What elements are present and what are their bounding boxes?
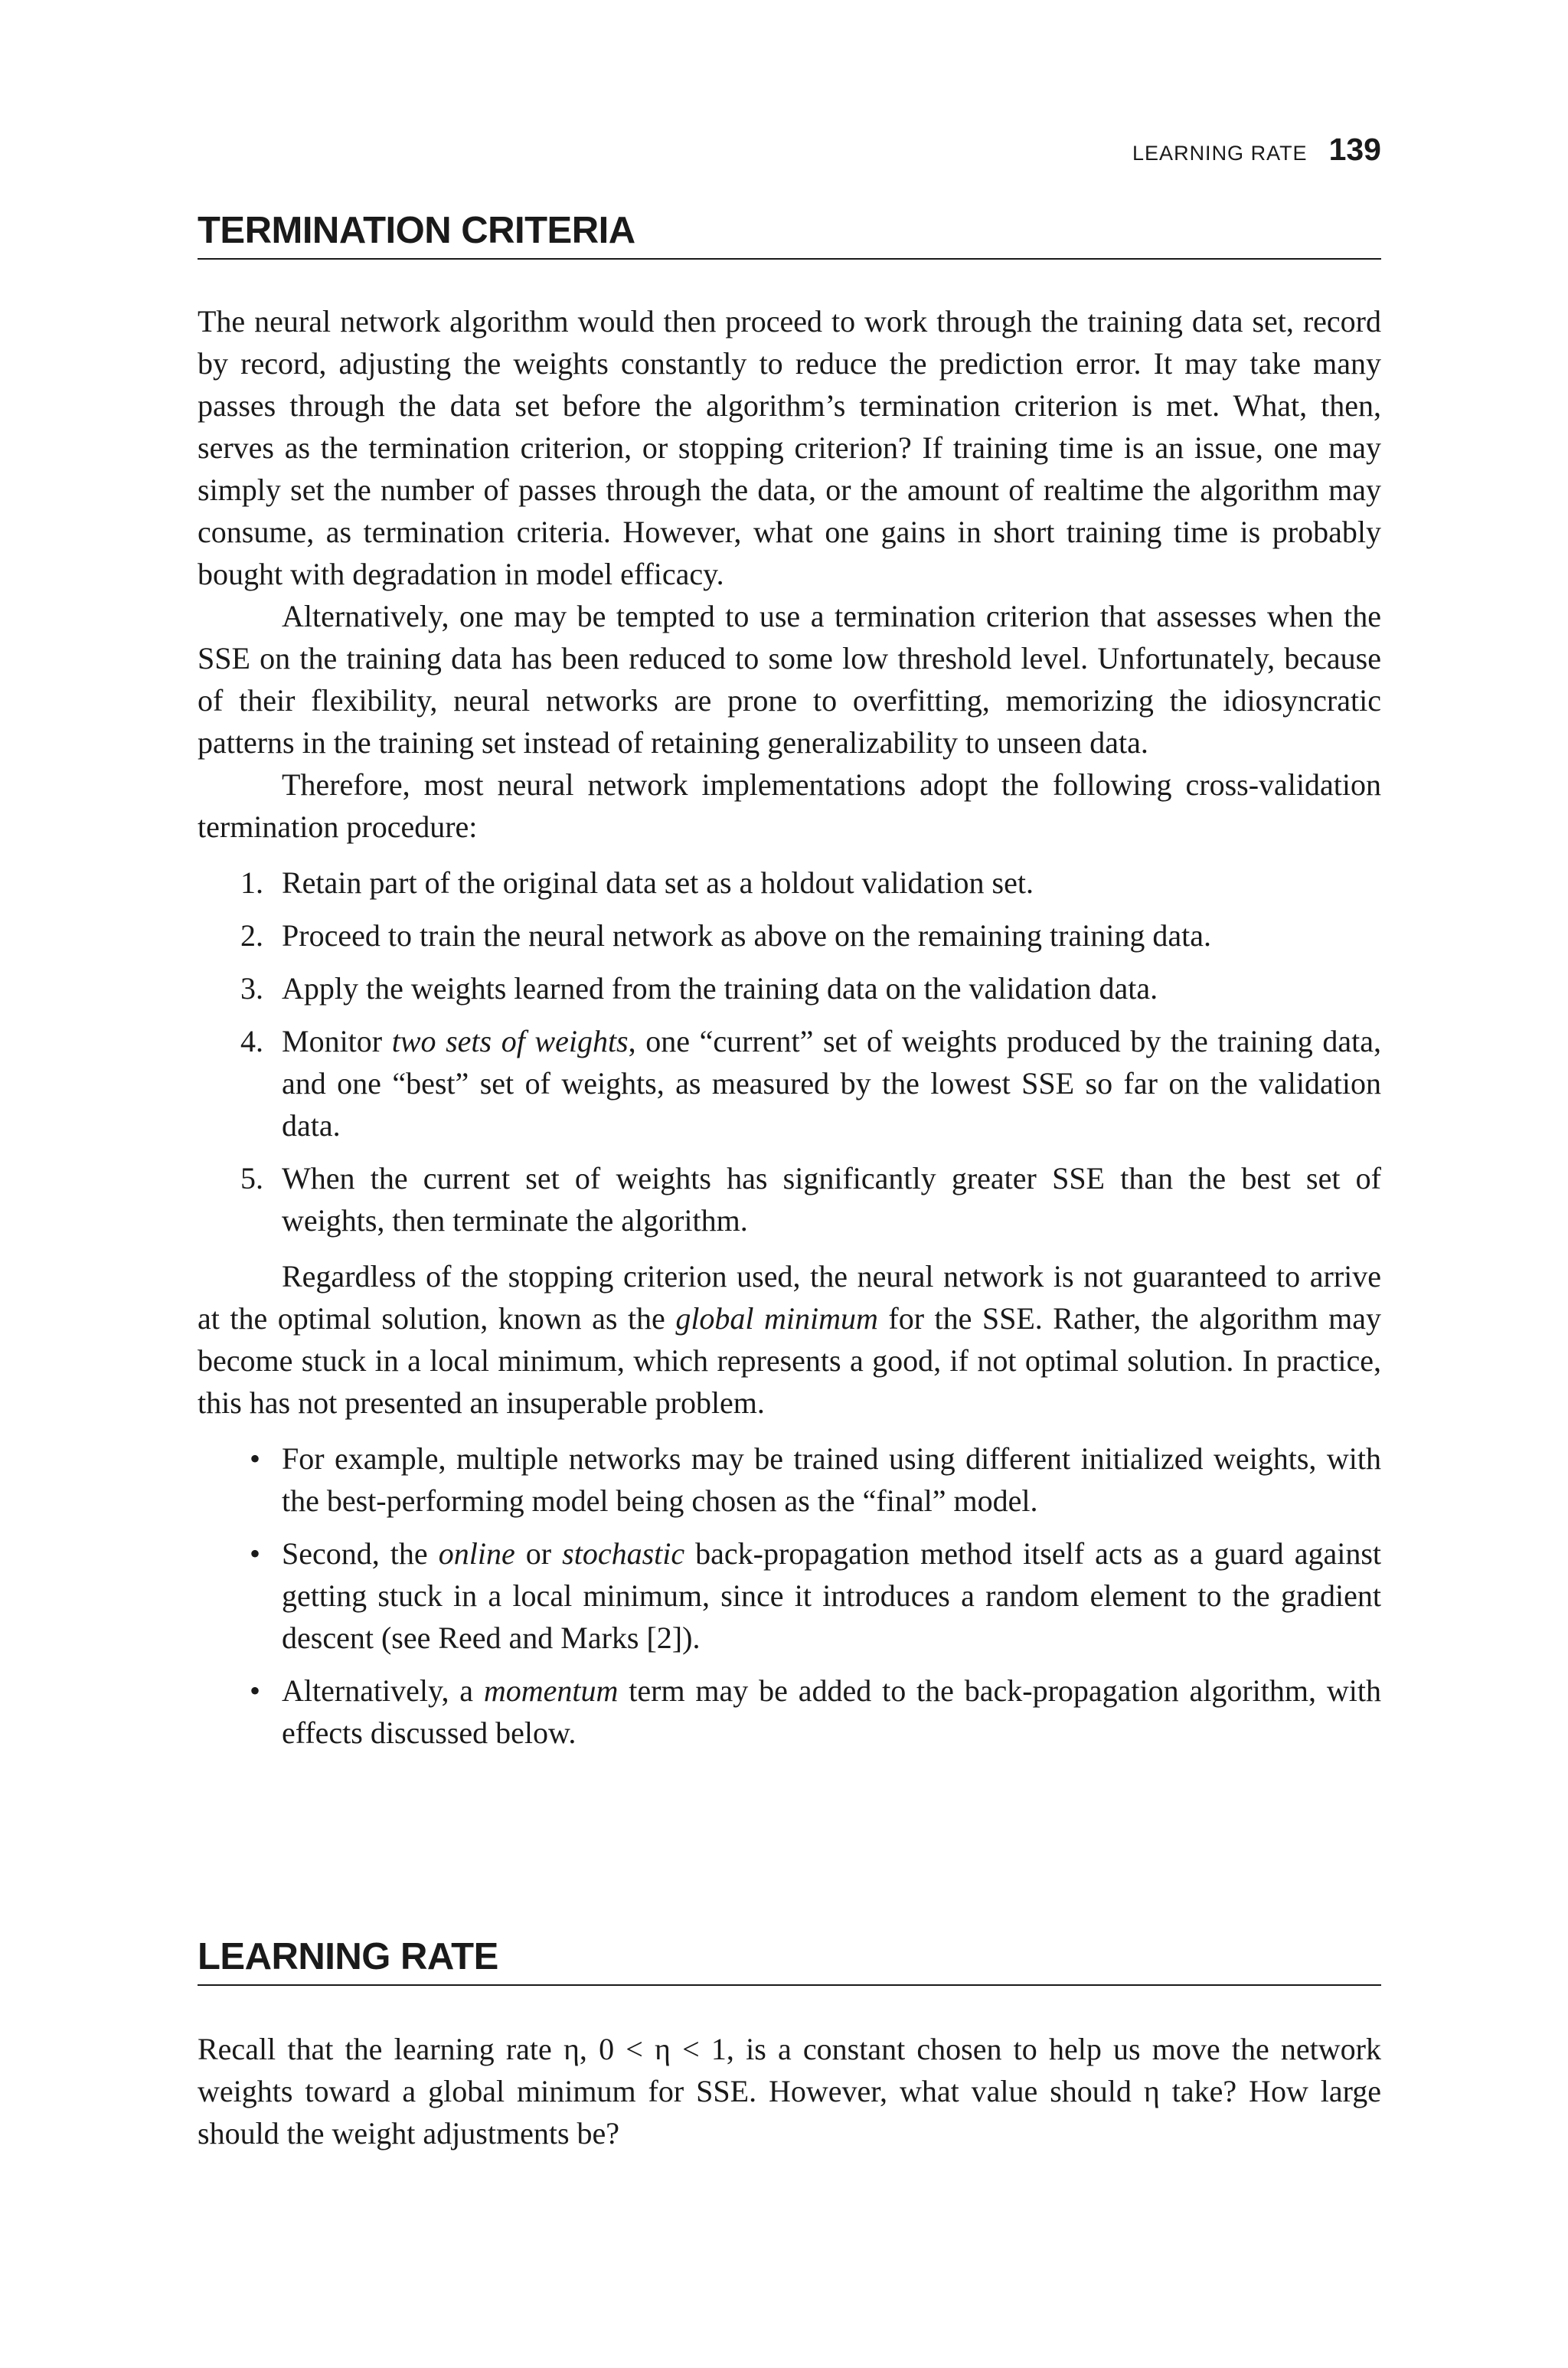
bullet-icon: • [250,1441,261,1476]
bullet-text-3: back-propagation method itself acts as a guard against getting stuck in a local minimum, since it introduces a random element to the gradient descent (see Reed and Marks [2]). [282,1536,1382,1655]
para-text-post: for the SSE. Rather, the algorithm may become stuck in a local minimum, which represents a good, if not optimal solution. In practice, this has not presented an insuperable problem. [198,1301,1382,1420]
para-text-pre: Regardless of the stopping criterion used, the neural network is not guaranteed to arrive at the optimal solution, known as the [198,1259,1381,1336]
bullet-emphasis-momentum: momentum [483,1673,619,1708]
cross-validation-steps [198,862,1381,1241]
bullet-text-pre: Alternatively, a [282,1673,484,1708]
section-heading-termination-criteria: TERMINATION CRITERIA [198,211,1381,260]
paragraph-overfitting: Alternatively, one may be tempted to use a termination criterion that assesses when the SSE on the training data has been reduced to some low threshold level. Unfortunately, because of their flexibility, neural networks are prone to overfitting, memorizing the idiosyncratic patterns in the training set instead of retaining generalizability to unseen data. [198,599,1381,760]
bullet-icon: • [250,1673,261,1708]
step-text-emphasis: two sets of weights [391,1024,629,1058]
list-item [198,1157,1381,1241]
list-item [198,1437,1381,1522]
running-title: LEARNING RATE [1132,142,1308,165]
termination-body [198,300,1381,1765]
bullet-emphasis-online: online [438,1536,515,1571]
page-number: 139 [1328,132,1381,167]
step-number: 2. [240,918,263,953]
paragraph-termination-intro: The neural network algorithm would then proceed to work through the training data set, record by record, adjusting the weights constantly to reduce the prediction error. It may take many passes through the data set before the algorithm’s termination criterion is met. What, then, serves as the termination criterion, or stopping criterion? If training time is an issue, one may simply set the number of passes through the data, or the amount of realtime the algorithm may consume, as termination criteria. However, what one gains in short training time is probably bought with degradation in model efficacy. [198,304,1381,591]
step-text: Retain part of the original data set as a holdout validation set. [282,865,1034,900]
list-item [198,914,1381,957]
section-heading-learning-rate: LEARNING RATE [198,1937,1381,1986]
step-number: 4. [240,1024,263,1058]
list-item [198,1670,1381,1754]
bullet-icon: • [250,1536,261,1571]
step-number: 3. [240,971,263,1006]
step-text-pre: Monitor [282,1024,392,1058]
list-item [198,1020,1381,1146]
bullet-emphasis-stochastic: stochastic [562,1536,685,1571]
running-head [1132,132,1381,168]
paragraph-global-minimum [198,1255,1381,1424]
paragraph-learning-rate: Recall that the learning rate η, 0 < η < 1, is a constant chosen to help us move the network weights toward a global minimum for SSE. However, what value should η take? How large should the weight adjustments be? [198,2032,1381,2150]
step-text: Proceed to train the neural network as above on the remaining training data. [282,918,1212,953]
step-number: 1. [240,865,263,900]
list-item [198,967,1381,1009]
list-item [198,862,1381,904]
bullet-text-1: Second, the [282,1536,439,1571]
list-item [198,1532,1381,1659]
step-number: 5. [240,1161,263,1195]
para-text-emphasis: global minimum [675,1301,878,1336]
bullet-text-2: or [514,1536,563,1571]
paragraph-cross-validation-intro: Therefore, most neural network implementations adopt the following cross-validation termination procedure: [198,767,1381,844]
local-minimum-remedies [198,1437,1381,1754]
learning-rate-body [198,2028,1381,2154]
bullet-text: For example, multiple networks may be trained using different initialized weights, with the best-performing model being chosen as the “final” model. [282,1441,1381,1518]
step-text: Apply the weights learned from the training data on the validation data. [282,971,1158,1006]
bullet-text-post: term may be added to the back-propagation algorithm, with effects discussed below. [282,1673,1381,1750]
step-text-post: , one “current” set of weights produced by the training data, and one “best” set of weights, as measured by the lowest SSE so far on the validation data. [282,1024,1381,1143]
step-text: When the current set of weights has significantly greater SSE than the best set of weights, then terminate the algorithm. [282,1161,1381,1238]
